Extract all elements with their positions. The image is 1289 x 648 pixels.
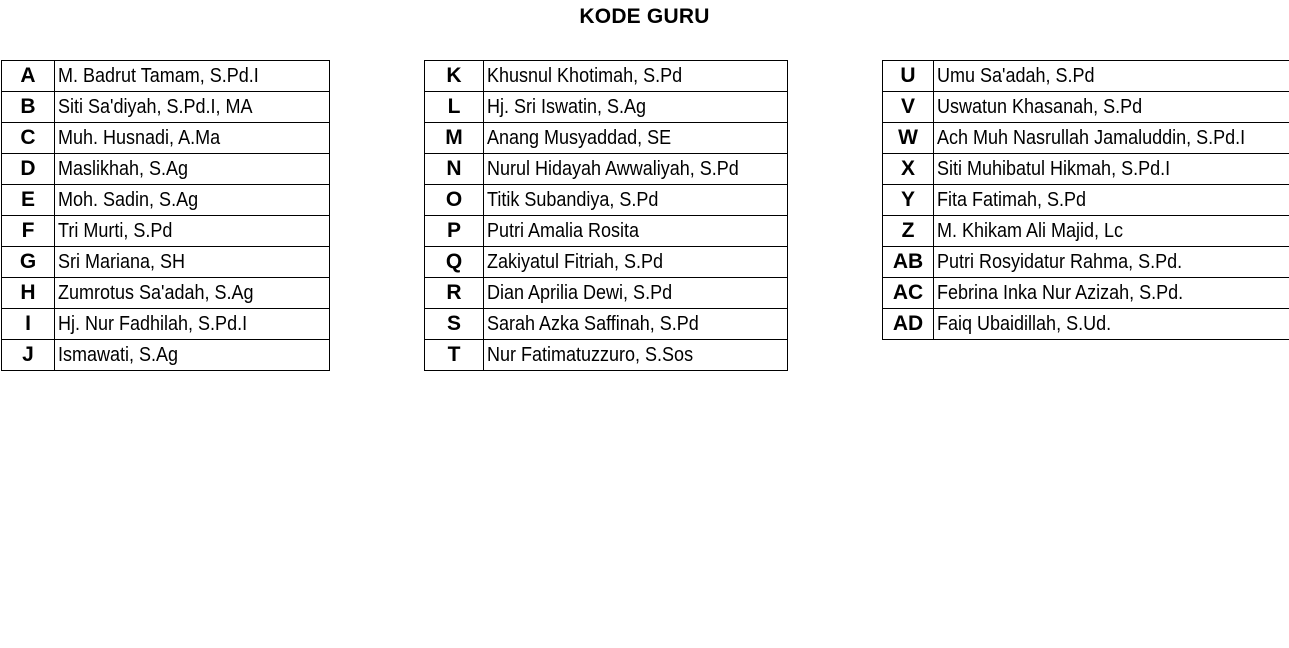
teacher-code: A — [2, 61, 55, 92]
teacher-name-cell — [55, 92, 330, 123]
teacher-name: M. Khikam Ali Majid, Lc — [937, 220, 1124, 242]
teacher-code: B — [2, 92, 55, 123]
teacher-name: Siti Sa'diyah, S.Pd.I, MA — [58, 96, 253, 118]
teacher-name-cell — [934, 61, 1289, 92]
teacher-name-cell — [55, 123, 330, 154]
teacher-name: Hj. Nur Fadhilah, S.Pd.I — [58, 313, 248, 335]
teacher-code: U — [883, 61, 934, 92]
teacher-name-cell — [934, 278, 1289, 309]
teacher-code: F — [2, 216, 55, 247]
table-row — [2, 216, 330, 247]
table-row — [425, 340, 788, 371]
table-row — [883, 92, 1289, 123]
teacher-name: Faiq Ubaidillah, S.Ud. — [937, 313, 1112, 335]
teacher-name-cell — [55, 247, 330, 278]
teacher-code: AC — [883, 278, 934, 309]
teacher-code-table-1 — [1, 60, 330, 371]
table-row — [2, 340, 330, 371]
teacher-code: X — [883, 154, 934, 185]
teacher-code: N — [425, 154, 484, 185]
teacher-name: Siti Muhibatul Hikmah, S.Pd.I — [937, 158, 1171, 180]
teacher-name: Zakiyatul Fitriah, S.Pd — [487, 251, 664, 273]
teacher-code: Z — [883, 216, 934, 247]
teacher-code: E — [2, 185, 55, 216]
teacher-name: Hj. Sri Iswatin, S.Ag — [487, 96, 647, 118]
teacher-name-cell — [934, 247, 1289, 278]
teacher-name-cell — [934, 216, 1289, 247]
teacher-name: Anang Musyaddad, SE — [487, 127, 672, 149]
table-row — [2, 61, 330, 92]
teacher-code: Y — [883, 185, 934, 216]
teacher-name-cell — [934, 185, 1289, 216]
teacher-name-cell — [484, 154, 788, 185]
teacher-code: D — [2, 154, 55, 185]
teacher-name-cell — [55, 340, 330, 371]
table-row — [883, 216, 1289, 247]
teacher-name: Moh. Sadin, S.Ag — [58, 189, 199, 211]
teacher-name: Sarah Azka Saffinah, S.Pd — [487, 313, 699, 335]
teacher-name: Maslikhah, S.Ag — [58, 158, 189, 180]
teacher-name: Zumrotus Sa'adah, S.Ag — [58, 282, 254, 304]
table-row — [425, 123, 788, 154]
teacher-name-cell — [484, 185, 788, 216]
teacher-code: I — [2, 309, 55, 340]
teacher-name: Umu Sa'adah, S.Pd — [937, 65, 1095, 87]
teacher-code: T — [425, 340, 484, 371]
teacher-code: L — [425, 92, 484, 123]
table-row — [883, 123, 1289, 154]
table-row — [2, 185, 330, 216]
teacher-name-cell — [934, 123, 1289, 154]
teacher-name: Nurul Hidayah Awwaliyah, S.Pd — [487, 158, 739, 180]
teacher-name: Sri Mariana, SH — [58, 251, 186, 273]
table-row — [2, 278, 330, 309]
table-row — [425, 185, 788, 216]
teacher-code: AD — [883, 309, 934, 340]
teacher-code: G — [2, 247, 55, 278]
teacher-name: Khusnul Khotimah, S.Pd — [487, 65, 683, 87]
teacher-name: Uswatun Khasanah, S.Pd — [937, 96, 1143, 118]
teacher-name-cell — [55, 61, 330, 92]
teacher-code: H — [2, 278, 55, 309]
teacher-name-cell — [484, 247, 788, 278]
table-row — [425, 154, 788, 185]
teacher-code: K — [425, 61, 484, 92]
teacher-code: C — [2, 123, 55, 154]
teacher-name: Ismawati, S.Ag — [58, 344, 179, 366]
teacher-name-cell — [484, 61, 788, 92]
table-row — [425, 309, 788, 340]
teacher-name: Fita Fatimah, S.Pd — [937, 189, 1087, 211]
teacher-name: Putri Amalia Rosita — [487, 220, 640, 242]
teacher-code-table-3 — [882, 60, 1289, 340]
teacher-name-cell — [484, 309, 788, 340]
table-row — [425, 247, 788, 278]
teacher-name-cell — [484, 123, 788, 154]
table-row — [2, 247, 330, 278]
teacher-code: S — [425, 309, 484, 340]
teacher-name-cell — [484, 278, 788, 309]
teacher-name-cell — [484, 92, 788, 123]
teacher-code: V — [883, 92, 934, 123]
teacher-name-cell — [55, 309, 330, 340]
table-row — [883, 154, 1289, 185]
teacher-name-cell — [55, 216, 330, 247]
teacher-code: J — [2, 340, 55, 371]
teacher-name-cell — [484, 216, 788, 247]
teacher-name: Nur Fatimatuzzuro, S.Sos — [487, 344, 694, 366]
teacher-name: M. Badrut Tamam, S.Pd.I — [58, 65, 259, 87]
table-row — [883, 61, 1289, 92]
page-title: KODE GURU — [579, 5, 710, 28]
table-row — [883, 247, 1289, 278]
teacher-code: P — [425, 216, 484, 247]
teacher-name: Dian Aprilia Dewi, S.Pd — [487, 282, 673, 304]
teacher-code: O — [425, 185, 484, 216]
teacher-name: Titik Subandiya, S.Pd — [487, 189, 659, 211]
table-row — [425, 61, 788, 92]
teacher-name-cell — [934, 154, 1289, 185]
table-row — [425, 92, 788, 123]
table-row — [425, 278, 788, 309]
table-row — [883, 278, 1289, 309]
table-row — [425, 216, 788, 247]
teacher-code: M — [425, 123, 484, 154]
teacher-name: Tri Murti, S.Pd — [58, 220, 173, 242]
teacher-name-cell — [55, 185, 330, 216]
teacher-code: AB — [883, 247, 934, 278]
teacher-name: Ach Muh Nasrullah Jamaluddin, S.Pd.I — [937, 127, 1246, 149]
teacher-code: W — [883, 123, 934, 154]
table-row — [2, 92, 330, 123]
teacher-name: Muh. Husnadi, A.Ma — [58, 127, 221, 149]
teacher-name: Febrina Inka Nur Azizah, S.Pd. — [937, 282, 1184, 304]
teacher-name-cell — [484, 340, 788, 371]
table-row — [2, 154, 330, 185]
teacher-name-cell — [55, 154, 330, 185]
teacher-name-cell — [934, 92, 1289, 123]
teacher-code: Q — [425, 247, 484, 278]
teacher-code-table-2 — [424, 60, 788, 371]
teacher-name: Putri Rosyidatur Rahma, S.Pd. — [937, 251, 1183, 273]
table-row — [2, 123, 330, 154]
teacher-name-cell — [934, 309, 1289, 340]
table-row — [2, 309, 330, 340]
table-row — [883, 309, 1289, 340]
teacher-name-cell — [55, 278, 330, 309]
table-row — [883, 185, 1289, 216]
teacher-code: R — [425, 278, 484, 309]
